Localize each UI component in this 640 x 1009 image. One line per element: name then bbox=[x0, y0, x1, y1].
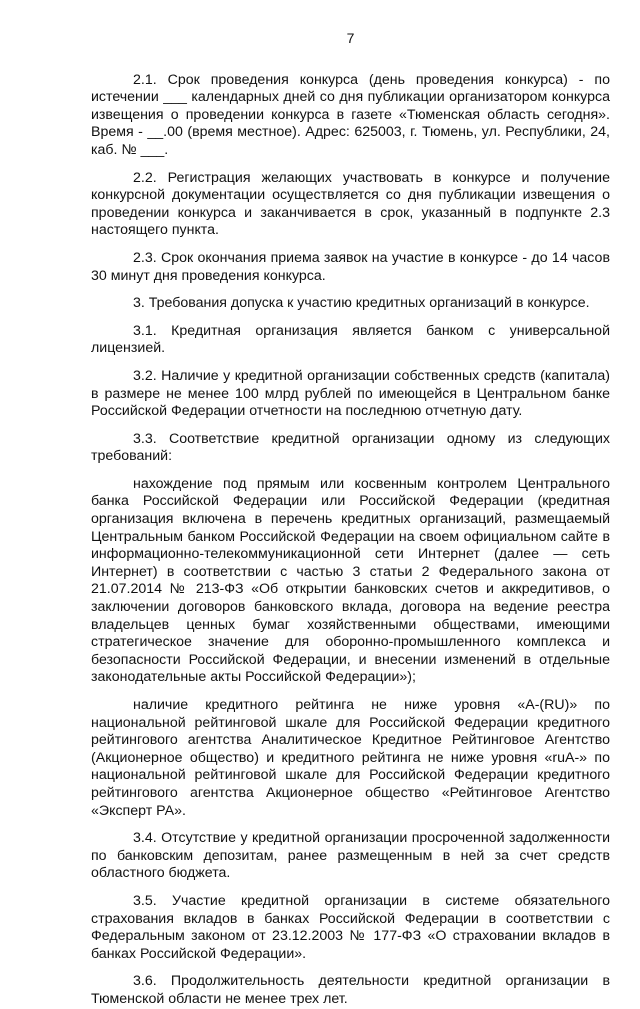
paragraph-3-3: 3.3. Соответствие кредитной организации одному из следующих требований: bbox=[91, 430, 610, 465]
paragraph-2-3: 2.3. Срок окончания приема заявок на участие в конкурсе - до 14 часов 30 минут дня проведения конкурса. bbox=[91, 249, 610, 284]
paragraph-3: 3. Требования допуска к участию кредитных организаций в конкурсе. bbox=[133, 295, 590, 312]
paragraph-3-2: 3.2. Наличие у кредитной организации собственных средств (капитала) в размере не менее 100 млрд рублей по имеющейся в Центральном банке Российской Федерации отчетности на последнюю отчетную дату. bbox=[91, 367, 610, 420]
paragraph-3-5: 3.5. Участие кредитной организации в системе обязательного страхования вкладов в банках Российской Федерации в соответствии с Федеральным законом от 23.12.2003 № 177-ФЗ «О страховании вкладов в банках Российской Федерации». bbox=[91, 892, 610, 962]
paragraph-3-1: 3.1. Кредитная организация является банком с универсальной лицензией. bbox=[91, 322, 610, 357]
paragraph-2-1: 2.1. Срок проведения конкурса (день проведения конкурса) - по истечении ___ календарных дней со дня публикации организатором конкурса извещения о проведении конкурса в газете «Тюменская область сегодня». Время - __.00 (время местное). Адрес: 625003, г. Тюмень, ул. Республики, 24, каб. № ___. bbox=[91, 71, 610, 158]
paragraph-3-3-rating: наличие кредитного рейтинга не ниже уровня «A-(RU)» по национальной рейтинговой шкале для Российской Федерации кредитного рейтингового агентства Аналитическое Кредитное Рейтинговое Агентство (Акционерное общество) и кредитного рейтинга не ниже уровня «ruA-» по национальной рейтинговой шкале для Российской Федерации кредитного рейтингового агентства Акционерное общество «Рейтинговое Агентство «Эксперт РА». bbox=[91, 697, 610, 819]
paragraph-3-6: 3.6. Продолжительность деятельности кредитной организации в Тюменской области не менее трех лет. bbox=[91, 973, 610, 1007]
paragraph-3-4: 3.4. Отсутствие у кредитной организации просроченной задолженности по банковским депозитам, ранее размещенным в ней за счет средств областного бюджета. bbox=[91, 830, 610, 882]
paragraph-3-3-control: нахождение под прямым или косвенным контролем Центрального банка Российской Федерации или Российской Федерации (кредитная организация включена в перечень кредитных организаций, размещаемый Центральным банком Российской Федерации на своем официальном сайте в информационно-телекоммуникационной сети Интернет (далее — сеть Интернет) в соответствии с частью 3 статьи 2 Федерального закона от 21.07.2014 № 213-ФЗ «Об открытии банковских счетов и аккредитивов, о заключении договоров банковского вклада, договора на ведение реестра владельцев ценных бумаг хозяйственными обществами, имеющими стратегическое значение для оборонно-промышленного комплекса и безопасности Российской Федерации, и внесении изменений в отдельные законодательные акты Российской Федерации»); bbox=[91, 475, 610, 686]
page-number: 7 bbox=[346, 30, 355, 46]
paragraph-2-2: 2.2. Регистрация желающих участвовать в конкурсе и получение конкурсной документации осуществляется со дня публикации извещения о проведении конкурса и заканчивается в срок, указанный в подпункте 2.3 настоящего пункта. bbox=[91, 169, 610, 239]
